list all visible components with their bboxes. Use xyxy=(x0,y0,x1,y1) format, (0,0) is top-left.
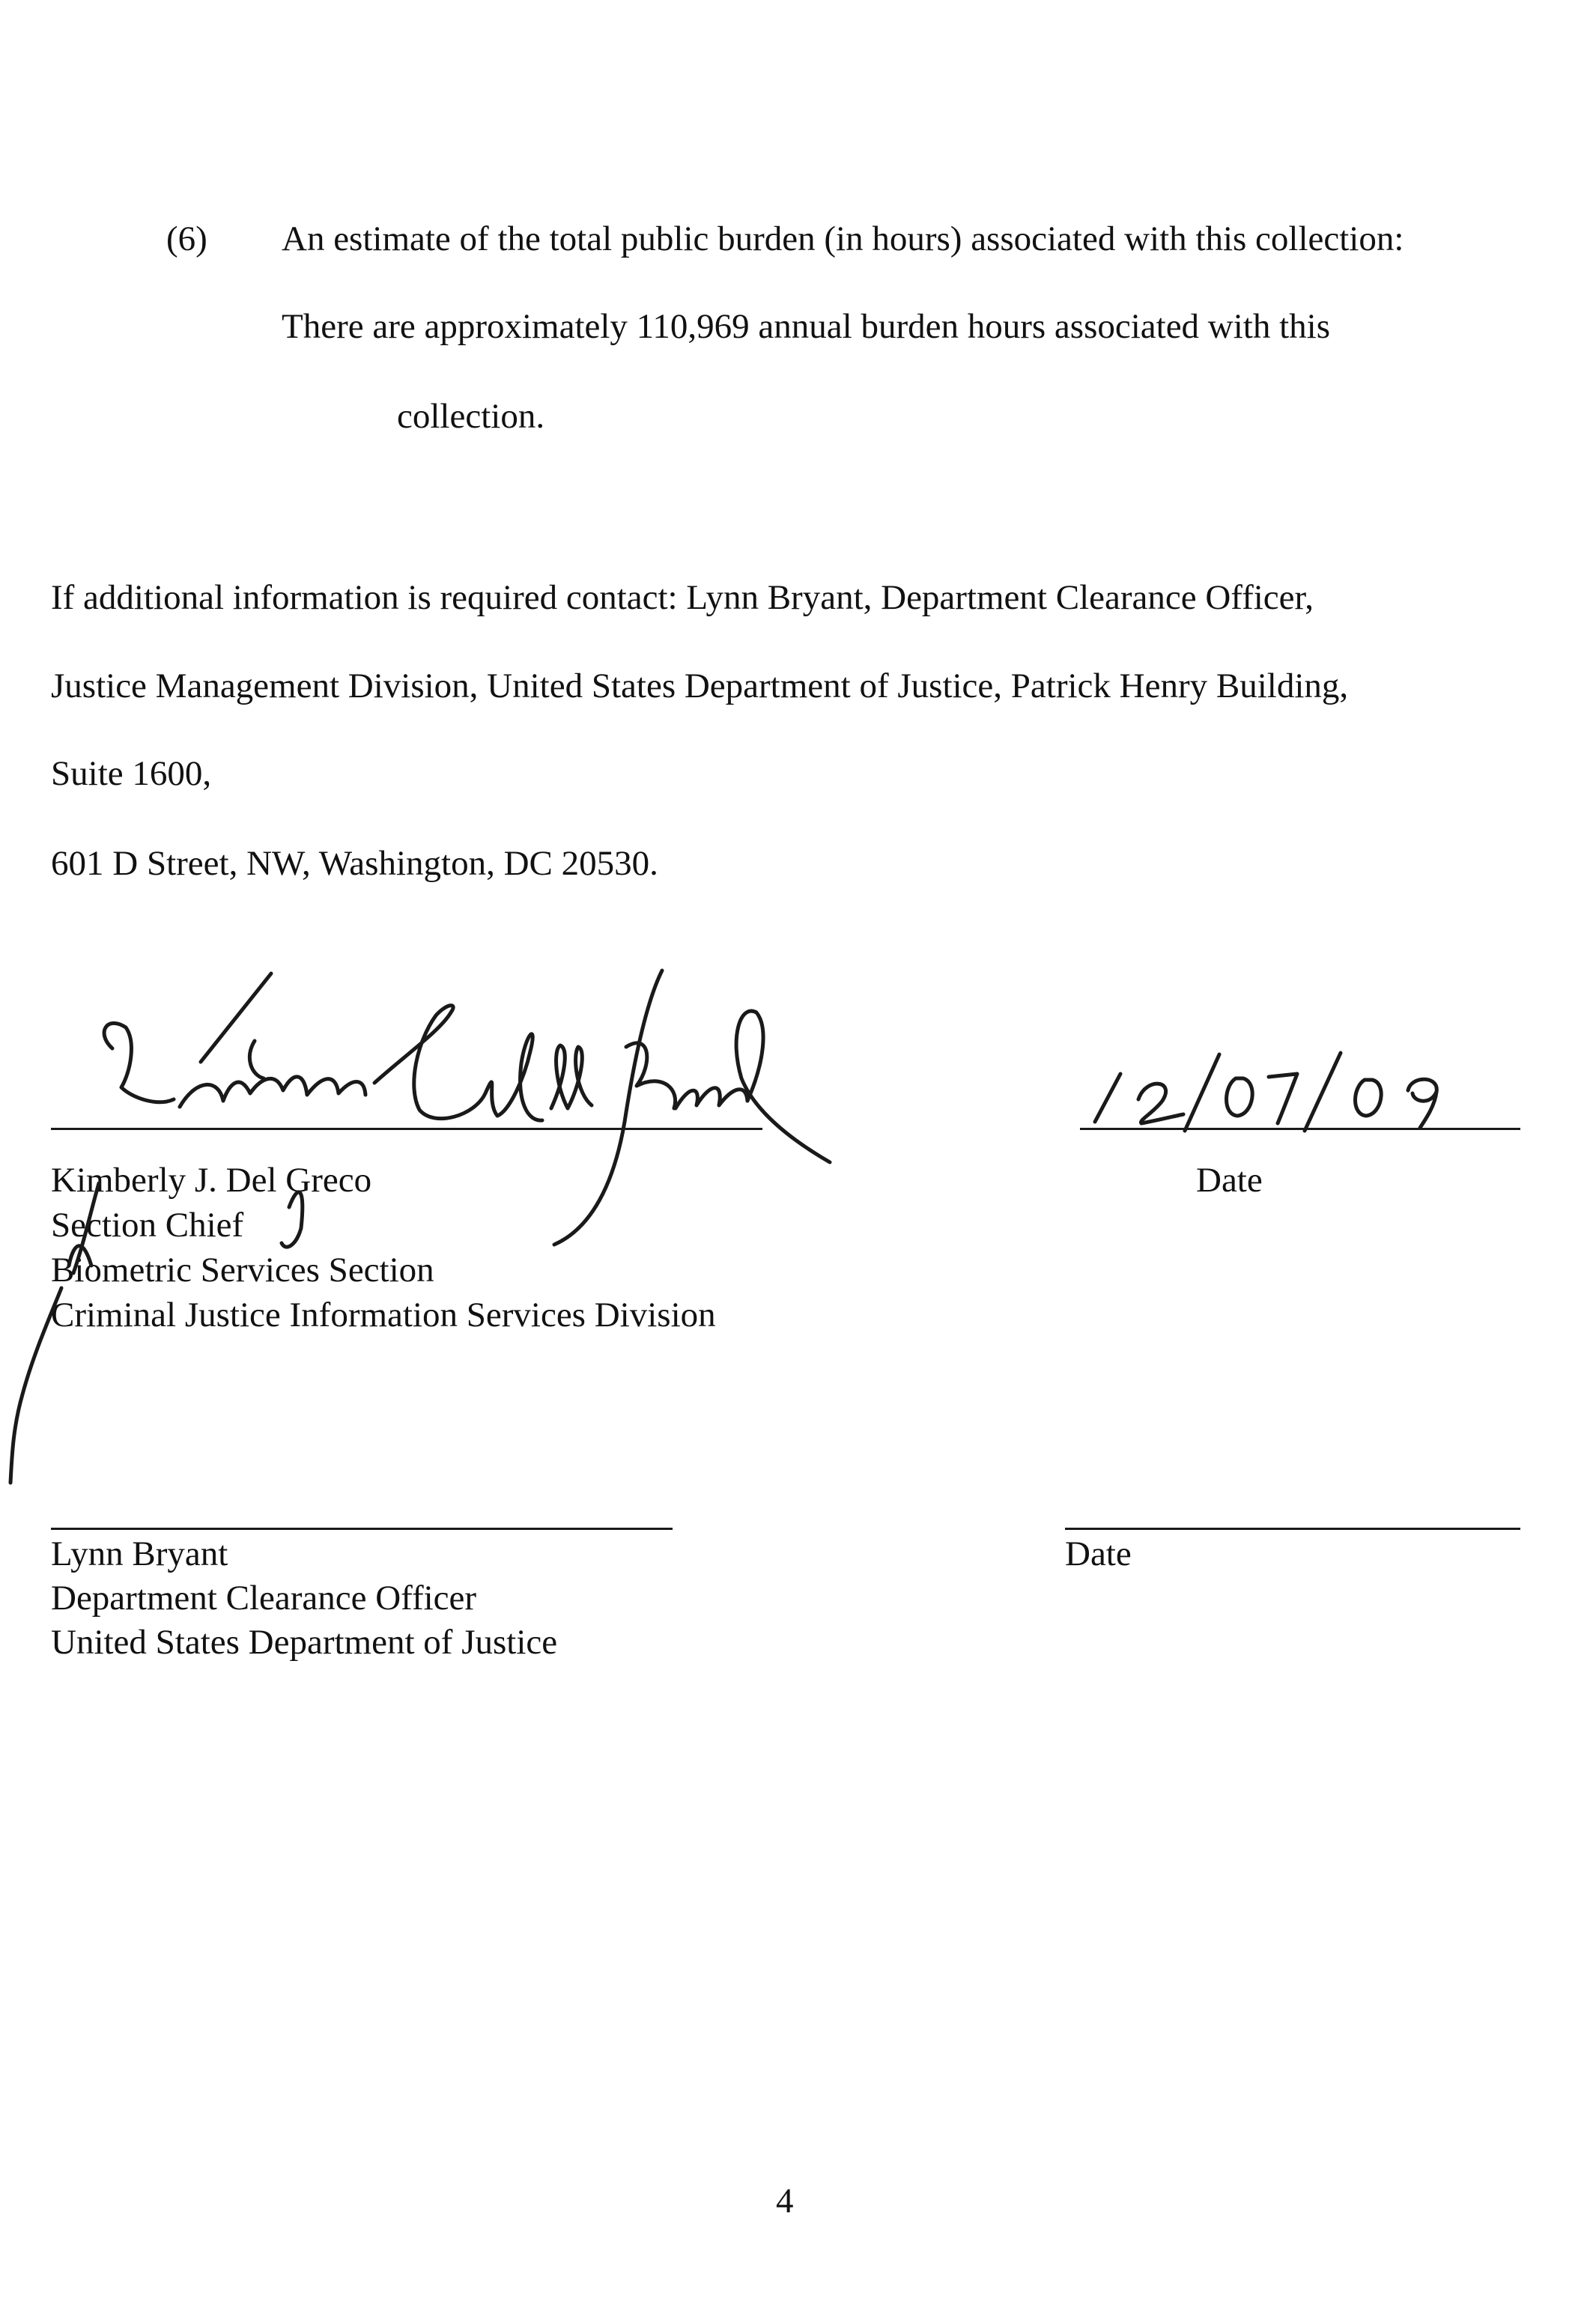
date-label-2: Date xyxy=(1065,1534,1132,1573)
signatory-2-name: Lynn Bryant xyxy=(51,1534,228,1573)
page-number: 4 xyxy=(776,2181,794,2220)
date-line-2 xyxy=(1065,1528,1520,1530)
contact-line-3: Suite 1600, xyxy=(51,754,212,793)
contact-line-1: If additional information is required contact: Lynn Bryant, Department Clearance Officer, xyxy=(51,578,1314,617)
date-label-1: Date xyxy=(1196,1161,1263,1200)
signatory-1-division: Criminal Justice Information Services Division xyxy=(51,1296,716,1334)
burden-hours-line-continued: collection. xyxy=(397,397,545,436)
contact-address: 601 D Street, NW, Washington, DC 20530. xyxy=(51,844,658,883)
signatory-1-name: Kimberly J. Del Greco xyxy=(51,1161,372,1200)
signatory-1-section: Biometric Services Section xyxy=(51,1251,434,1290)
item-heading: An estimate of the total public burden (in hours) associated with this collection: xyxy=(282,219,1404,258)
signatory-2-org: United States Department of Justice xyxy=(51,1623,558,1662)
item-number: (6) xyxy=(166,219,207,258)
signature-line-1 xyxy=(51,1128,762,1130)
signatory-2-title: Department Clearance Officer xyxy=(51,1579,477,1618)
signatory-1-title: Section Chief xyxy=(51,1206,244,1245)
contact-line-2: Justice Management Division, United States Department of Justice, Patrick Henry Building, xyxy=(51,666,1349,705)
signature-line-2 xyxy=(51,1528,673,1530)
date-line-1 xyxy=(1080,1128,1520,1130)
burden-hours-line: There are approximately 110,969 annual burden hours associated with this xyxy=(282,307,1331,346)
